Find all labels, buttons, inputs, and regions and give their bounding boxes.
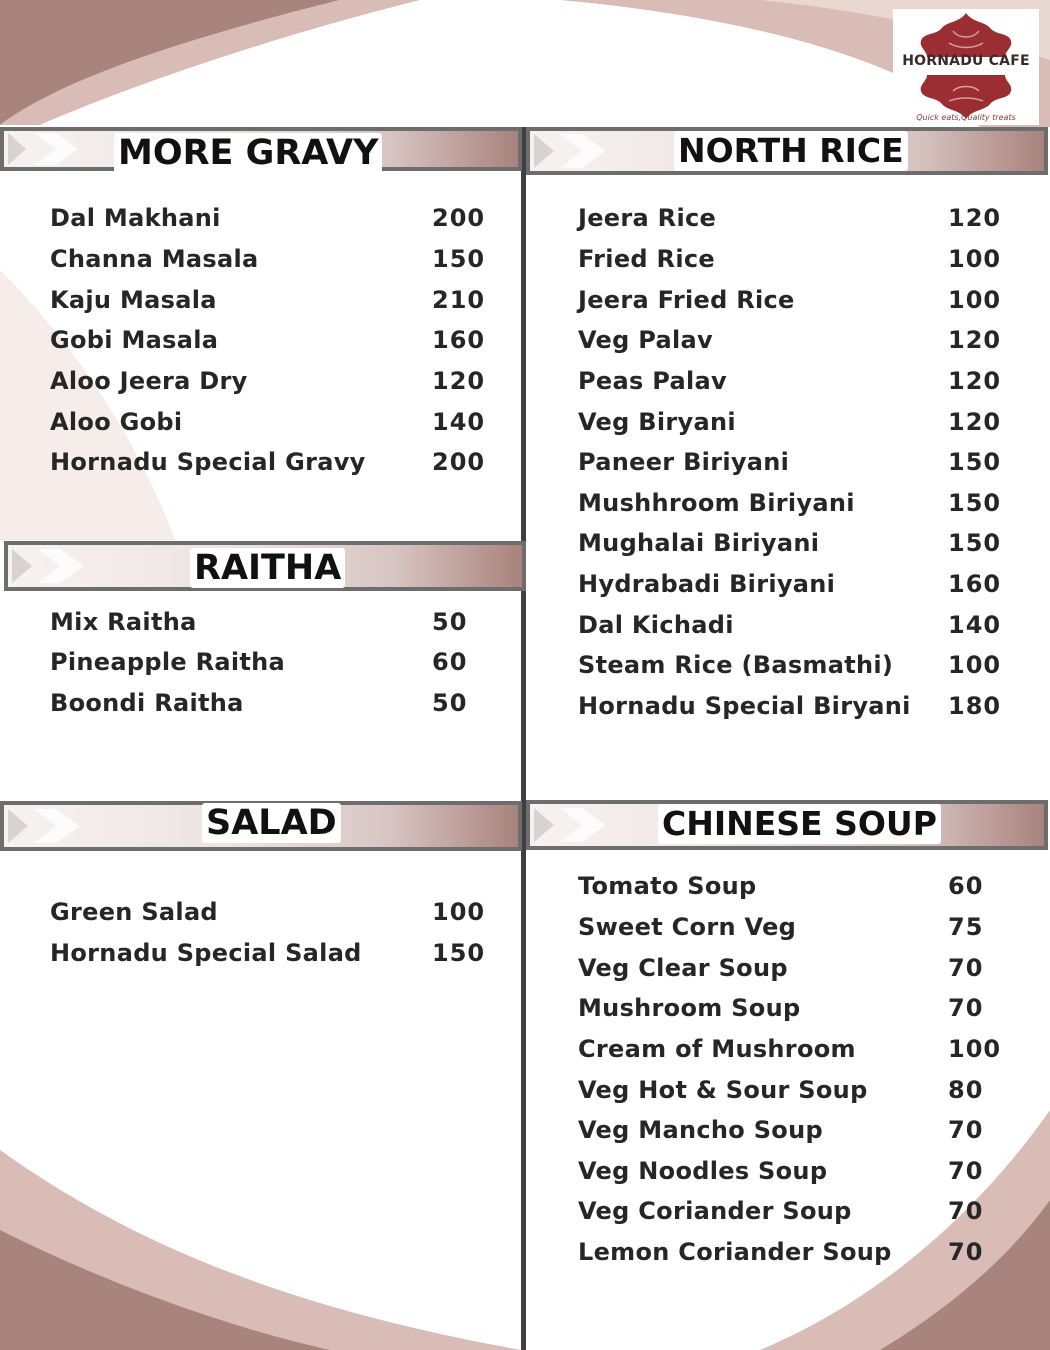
section-banner-north-rice	[526, 127, 1048, 175]
item-name: Kaju Masala	[50, 286, 217, 314]
section-banner-chinese-soup	[526, 800, 1048, 850]
item-name: Aloo Gobi	[50, 408, 183, 436]
item-price: 100	[948, 245, 1002, 273]
brand-tagline: Quick eats,Quality treats	[916, 113, 1016, 122]
item-price: 150	[948, 529, 1002, 557]
item-price: 100	[948, 1035, 1002, 1063]
chevron-arrows-icon	[530, 131, 640, 171]
section-title-raitha: RAITHA	[190, 548, 345, 588]
item-name: Dal Kichadi	[578, 611, 734, 639]
item-name: Paneer Biriyani	[578, 448, 790, 476]
section-title-more-gravy: MORE GRAVY	[114, 133, 382, 173]
item-name: Peas Palav	[578, 367, 727, 395]
item-price: 150	[948, 448, 1002, 476]
item-name: Hornadu Special Salad	[50, 939, 362, 967]
section-banner-raitha	[4, 541, 526, 591]
section-title-north-rice: NORTH RICE	[674, 131, 908, 171]
item-name: Fried Rice	[578, 245, 715, 273]
item-price: 120	[948, 408, 1002, 436]
item-name: Hydrabadi Biriyani	[578, 570, 836, 598]
chevron-arrows-icon	[4, 805, 114, 847]
item-name: Tomato Soup	[578, 872, 757, 900]
item-name: Green Salad	[50, 898, 218, 926]
item-price: 70	[948, 1116, 984, 1144]
item-name: Cream of Mushroom	[578, 1035, 856, 1063]
item-name: Veg Hot & Sour Soup	[578, 1076, 868, 1104]
item-name: Sweet Corn Veg	[578, 913, 797, 941]
item-name: Jeera Rice	[578, 204, 717, 232]
item-price: 120	[948, 326, 1002, 354]
item-name: Veg Noodles Soup	[578, 1157, 828, 1185]
item-name: Lemon Coriander Soup	[578, 1238, 892, 1266]
item-name: Mughalai Biriyani	[578, 529, 820, 557]
item-name: Mushhroom Biriyani	[578, 489, 855, 517]
item-price: 70	[948, 994, 984, 1022]
chevron-arrows-icon	[4, 131, 114, 167]
item-price: 150	[948, 489, 1002, 517]
column-divider	[521, 127, 526, 1350]
item-name: Gobi Masala	[50, 326, 219, 354]
item-price: 50	[432, 689, 468, 717]
section-title-chinese-soup: CHINESE SOUP	[658, 804, 941, 844]
item-name: Mix Raitha	[50, 608, 197, 636]
item-price: 210	[432, 286, 486, 314]
item-name: Hornadu Special Gravy	[50, 448, 366, 476]
brand-name: HORNADU CAFE	[902, 53, 1030, 69]
item-price: 70	[948, 1238, 984, 1266]
item-name: Veg Palav	[578, 326, 713, 354]
item-name: Dal Makhani	[50, 204, 221, 232]
item-price: 75	[948, 913, 984, 941]
item-price: 50	[432, 608, 468, 636]
item-price: 100	[948, 651, 1002, 679]
item-price: 60	[948, 872, 984, 900]
chevron-arrows-icon	[8, 545, 118, 587]
chevron-arrows-icon	[530, 804, 640, 846]
item-name: Mushroom Soup	[578, 994, 801, 1022]
item-name: Hornadu Special Biryani	[578, 692, 911, 720]
item-price: 150	[432, 939, 486, 967]
item-price: 120	[948, 204, 1002, 232]
item-name: Pineapple Raitha	[50, 648, 286, 676]
item-price: 120	[432, 367, 486, 395]
item-name: Veg Clear Soup	[578, 954, 788, 982]
item-price: 200	[432, 204, 486, 232]
item-name: Veg Coriander Soup	[578, 1197, 852, 1225]
item-price: 160	[948, 570, 1002, 598]
item-price: 150	[432, 245, 486, 273]
item-price: 200	[432, 448, 486, 476]
section-banner-salad	[0, 801, 522, 851]
section-banner-more-gravy	[0, 127, 522, 171]
item-name: Boondi Raitha	[50, 689, 244, 717]
item-price: 100	[948, 286, 1002, 314]
item-name: Jeera Fried Rice	[578, 286, 795, 314]
section-title-salad: SALAD	[202, 803, 341, 843]
item-price: 70	[948, 1157, 984, 1185]
item-price: 160	[432, 326, 486, 354]
item-price: 70	[948, 954, 984, 982]
item-price: 140	[432, 408, 486, 436]
item-price: 80	[948, 1076, 984, 1104]
item-name: Veg Biryani	[578, 408, 736, 436]
item-price: 120	[948, 367, 1002, 395]
item-name: Steam Rice (Basmathi)	[578, 651, 894, 679]
item-price: 70	[948, 1197, 984, 1225]
item-price: 60	[432, 648, 468, 676]
item-price: 140	[948, 611, 1002, 639]
item-price: 180	[948, 692, 1002, 720]
item-price: 100	[432, 898, 486, 926]
item-name: Veg Mancho Soup	[578, 1116, 823, 1144]
item-name: Channa Masala	[50, 245, 259, 273]
brand-logo	[893, 9, 1039, 125]
item-name: Aloo Jeera Dry	[50, 367, 248, 395]
